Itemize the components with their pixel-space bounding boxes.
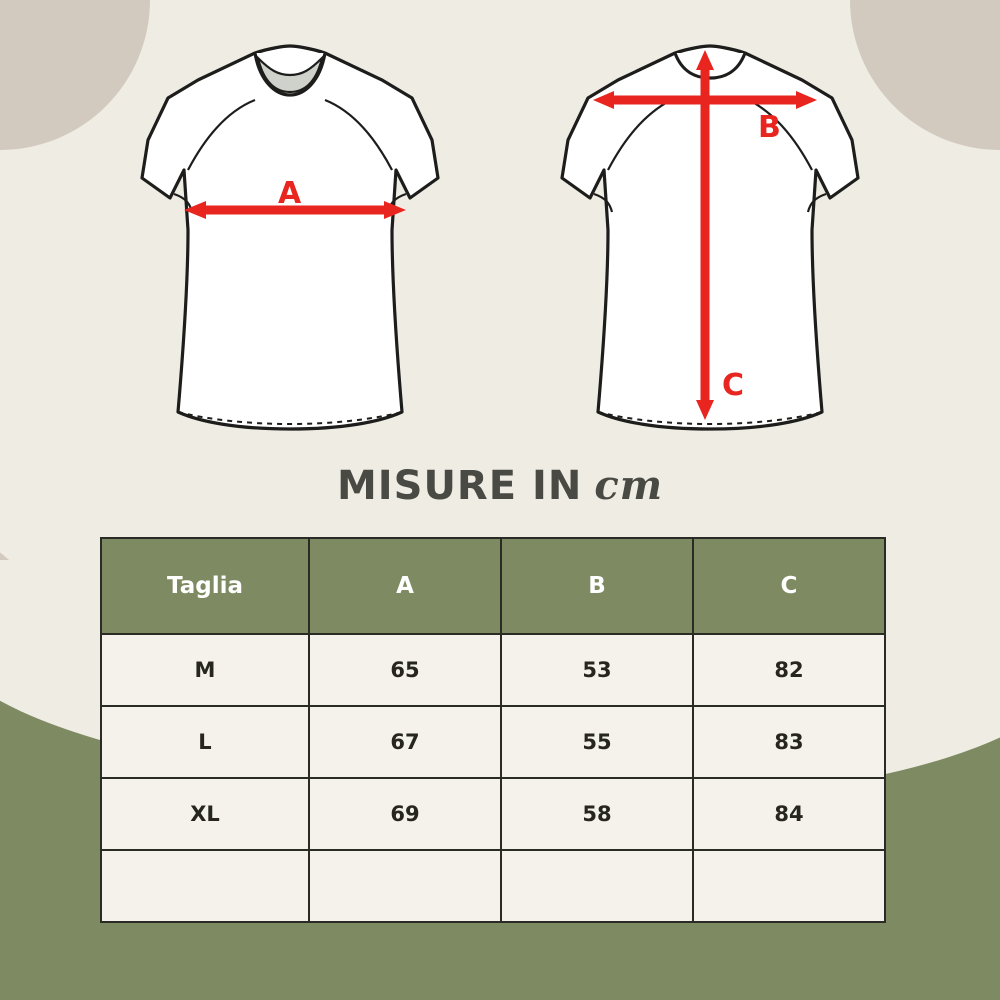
measure-line-a [80, 20, 500, 450]
cell-c [693, 850, 885, 922]
column-header-c: C [693, 538, 885, 634]
cell-b: 53 [501, 634, 693, 706]
column-header-a: A [309, 538, 501, 634]
cell-b: 58 [501, 778, 693, 850]
table-row [101, 706, 885, 778]
cell-b: 55 [501, 706, 693, 778]
size-table-wrapper [100, 537, 885, 923]
cell-c: 82 [693, 634, 885, 706]
t-shirt-front-illustration [80, 20, 500, 450]
t-shirt-back-illustration [500, 20, 920, 450]
column-header-size: Taglia [101, 538, 309, 634]
cell-size: L [101, 706, 309, 778]
table-row-empty [101, 850, 885, 922]
table-header-row [101, 538, 885, 634]
marker-label-c: C [722, 368, 745, 403]
page-title [0, 462, 1000, 509]
size-table [100, 537, 886, 923]
cell-a [309, 850, 501, 922]
shirt-illustrations [0, 20, 1000, 460]
cell-b [501, 850, 693, 922]
cell-size [101, 850, 309, 922]
cell-size: M [101, 634, 309, 706]
page-title-main: MISURE IN [336, 463, 583, 509]
marker-label-a: A [278, 176, 302, 211]
cell-a: 65 [309, 634, 501, 706]
page-title-unit: cm [594, 462, 664, 509]
marker-label-b: B [758, 110, 781, 145]
cell-a: 67 [309, 706, 501, 778]
measure-lines-b-c [500, 20, 920, 450]
cell-c: 83 [693, 706, 885, 778]
cell-a: 69 [309, 778, 501, 850]
table-row [101, 778, 885, 850]
cell-size: XL [101, 778, 309, 850]
column-header-b: B [501, 538, 693, 634]
cell-c: 84 [693, 778, 885, 850]
table-row [101, 634, 885, 706]
